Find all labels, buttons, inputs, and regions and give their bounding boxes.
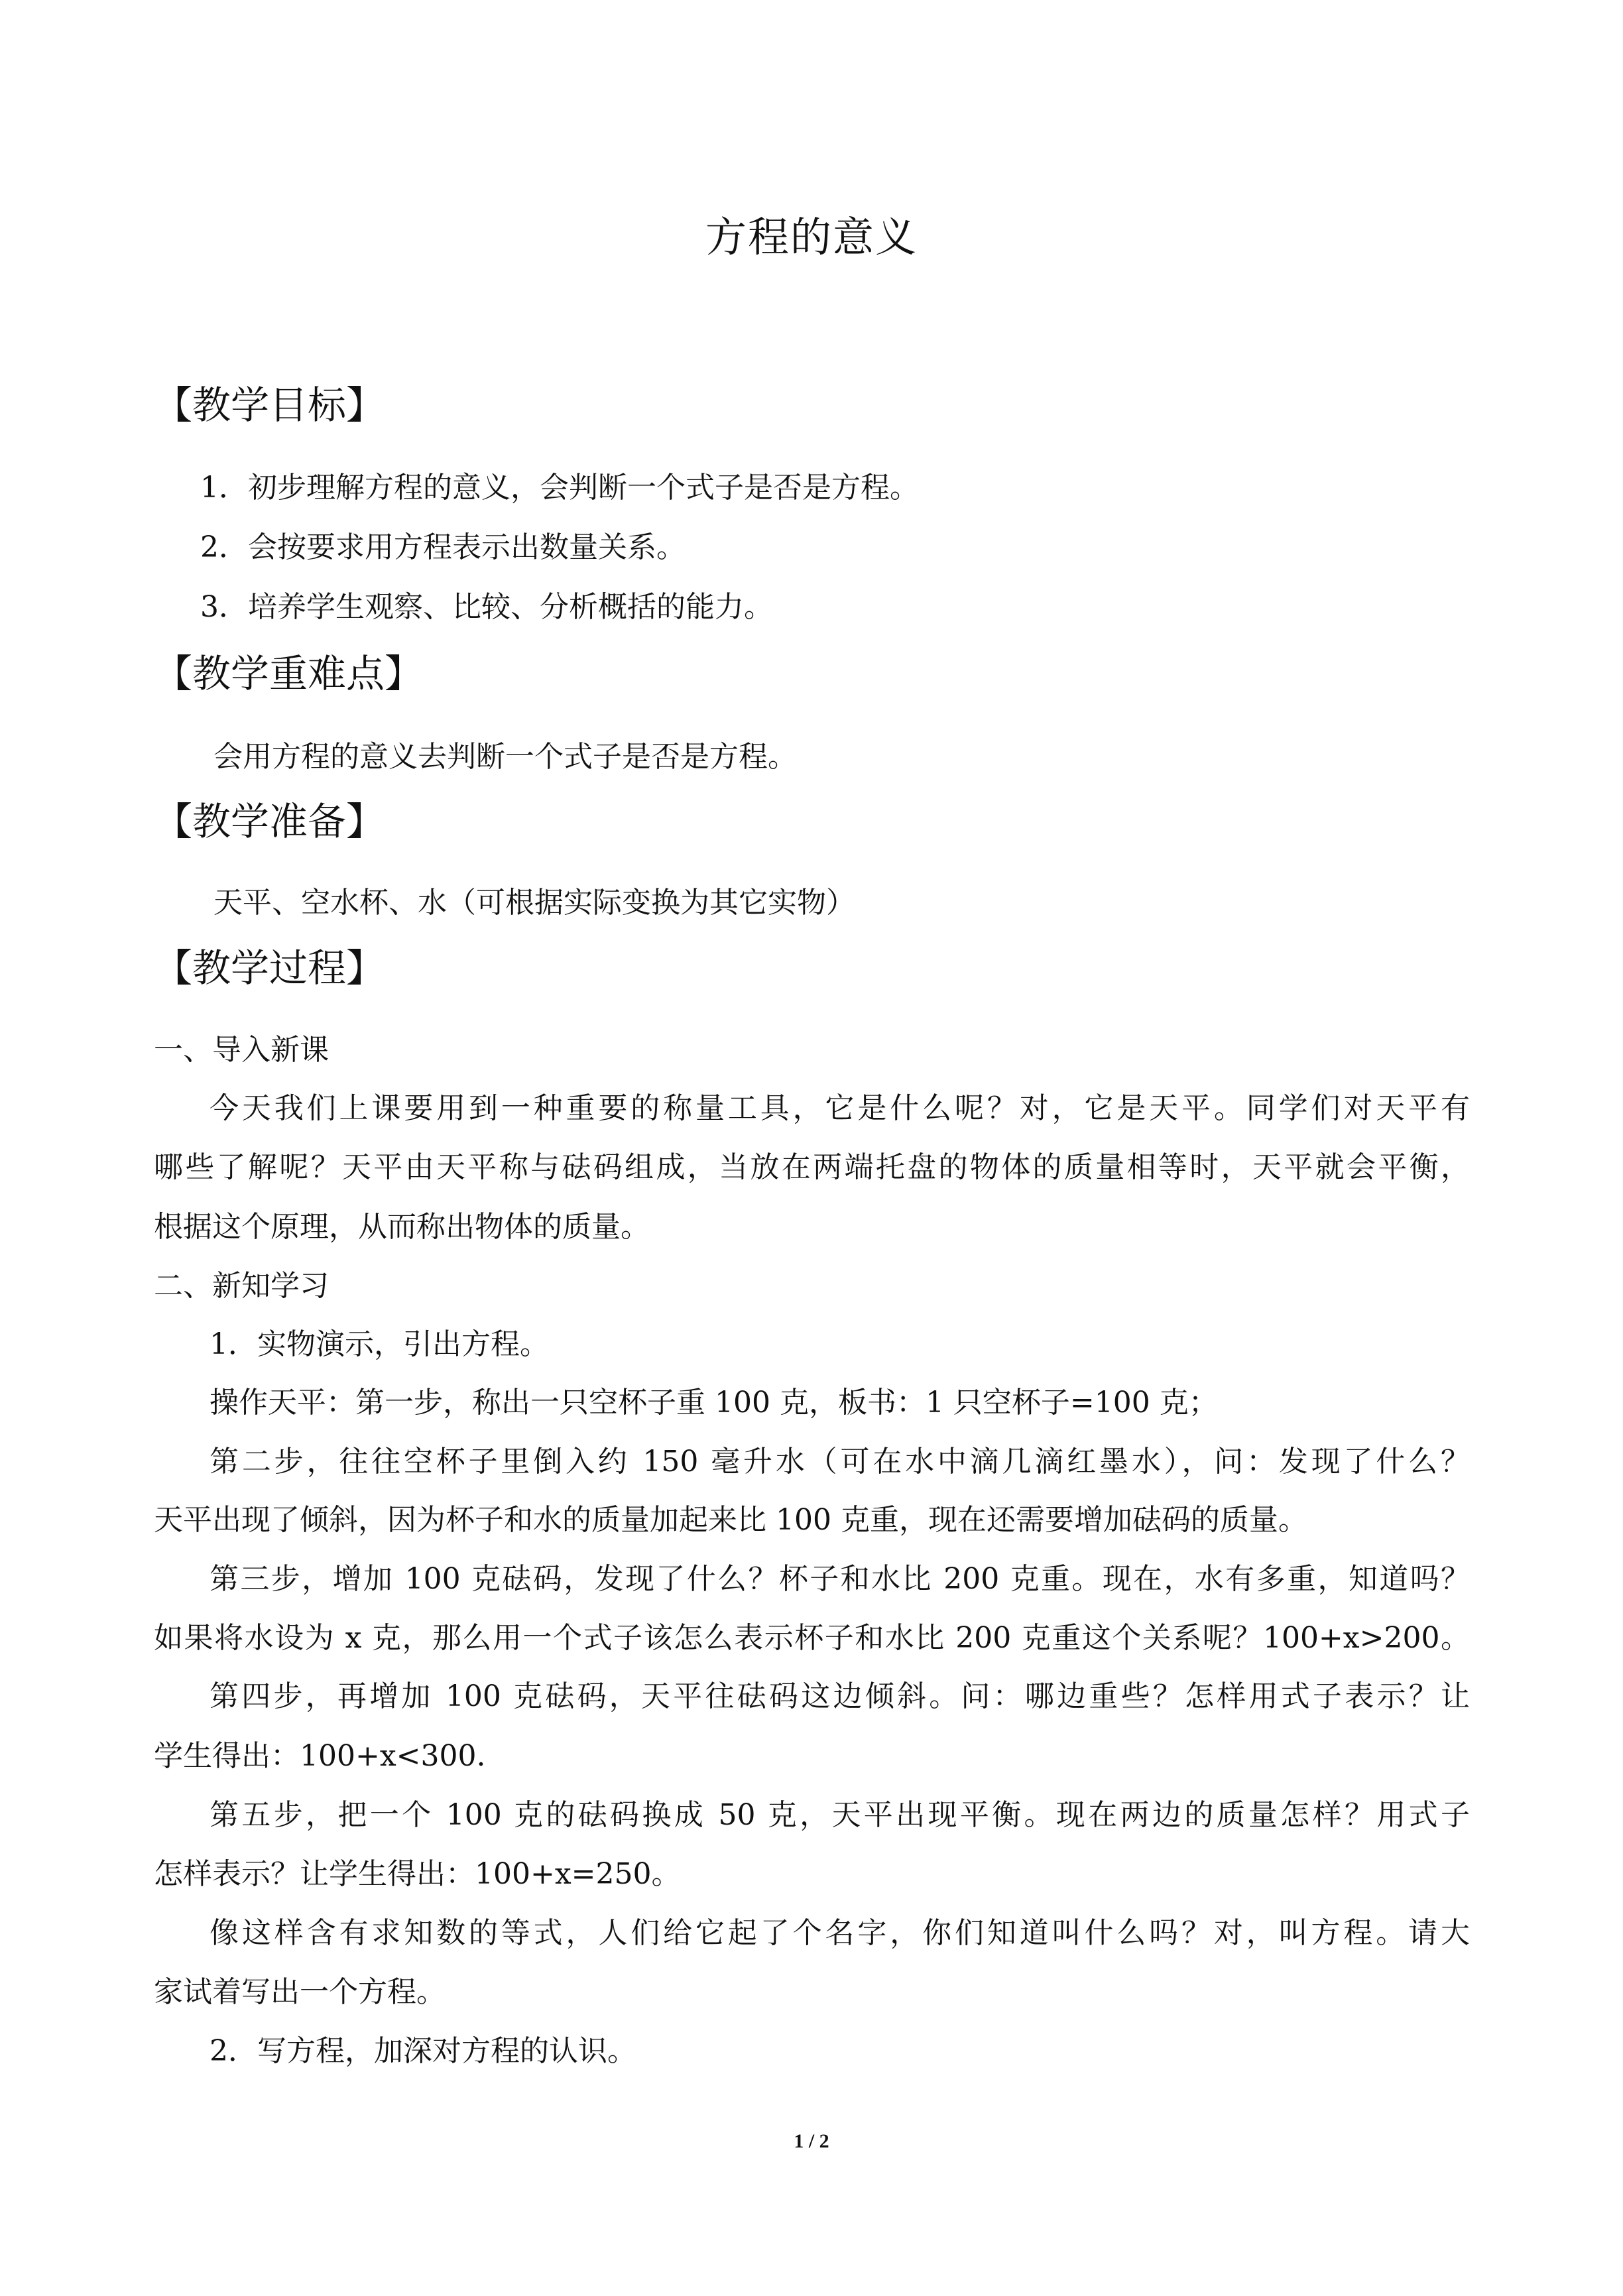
part1-line-2: 哪些了解呢？天平由天平称与砝码组成，当放在两端托盘的物体的质量相等时，天平就会平衡， (154, 1150, 1470, 1184)
part2-line-10: 怎样表示？让学生得出：100+x=250。 (154, 1857, 681, 1891)
part2-line-12: 家试着写出一个方程。 (154, 1975, 446, 2009)
goal-item-2: 2．会按要求用方程表示出数量关系。 (200, 530, 686, 564)
part2-line-9: 第五步，把一个 100 克的砝码换成 50 克，天平出现平衡。现在两边的质量怎样？用式子 (210, 1798, 1470, 1832)
heading-preparation: 【教学准备】 (154, 799, 385, 844)
part2-line-11: 像这样含有求知数的等式，人们给它起了个名字，你们知道叫什么吗？对，叫方程。请大 (210, 1916, 1470, 1950)
key-points-text: 会用方程的意义去判断一个式子是否是方程。 (213, 740, 797, 774)
document-title: 方程的意义 (705, 213, 918, 261)
part2-line-6: 如果将水设为 x 克，那么用一个式子该怎么表示杯子和水比 200 克重这个关系呢？100+x>200。 (154, 1621, 1470, 1655)
preparation-text: 天平、空水杯、水（可根据实际变换为其它实物） (213, 886, 855, 920)
part2-line-4: 天平出现了倾斜，因为杯子和水的质量加起来比 100 克重，现在还需要增加砝码的质量。 (154, 1503, 1307, 1537)
heading-teaching-goals: 【教学目标】 (154, 383, 385, 428)
heading-key-points: 【教学重难点】 (154, 651, 424, 696)
part1-line-3: 根据这个原理，从而称出物体的质量。 (154, 1210, 650, 1244)
part1-line-1: 今天我们上课要用到一种重要的称量工具，它是什么呢？对，它是天平。同学们对天平有 (210, 1091, 1470, 1125)
part1-title: 一、导入新课 (154, 1033, 329, 1067)
part2-line-1: 1．实物演示，引出方程。 (210, 1327, 549, 1361)
heading-process: 【教学过程】 (154, 945, 385, 991)
part2-line-7: 第四步，再增加 100 克砝码，天平往砝码这边倾斜。问：哪边重些？怎样用式子表示？让 (210, 1679, 1470, 1713)
part2-title: 二、新知学习 (154, 1269, 329, 1303)
goal-item-3: 3．培养学生观察、比较、分析概括的能力。 (200, 590, 773, 624)
part2-line-5: 第三步，增加 100 克砝码，发现了什么？杯子和水比 200 克重。现在，水有多重，知道吗？ (210, 1562, 1470, 1596)
part2-line-13: 2．写方程，加深对方程的认识。 (210, 2034, 636, 2068)
page-number: 1 / 2 (794, 2130, 829, 2152)
part2-line-3: 第二步，往往空杯子里倒入约 150 毫升水（可在水中滴几滴红墨水），问：发现了什么？ (210, 1445, 1470, 1479)
goal-item-1: 1．初步理解方程的意义，会判断一个式子是否是方程。 (200, 471, 919, 505)
part2-line-2: 操作天平：第一步，称出一只空杯子重 100 克，板书：1 只空杯子=100 克； (210, 1386, 1218, 1420)
part2-line-8: 学生得出：100+x<300. (154, 1739, 486, 1773)
